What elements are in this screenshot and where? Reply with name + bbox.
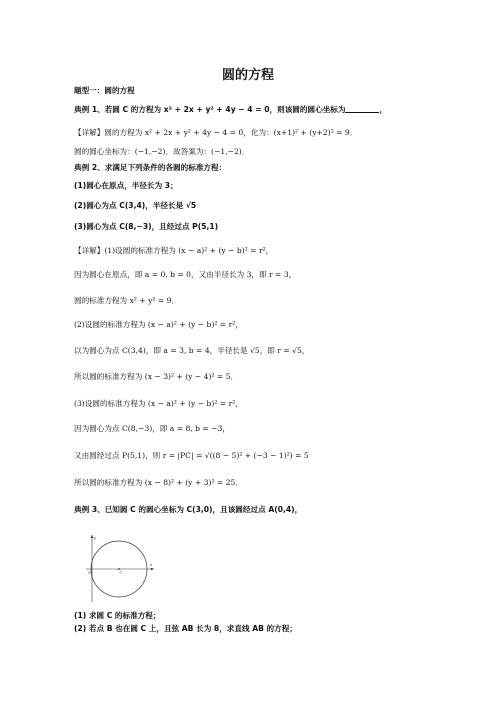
example-3-question: 典例 3、已知圆 C 的圆心坐标为 C(3,0)，且该圆经过点 A(0,4)， xyxy=(74,505,303,514)
page-title: 圆的方程 xyxy=(221,68,274,83)
solution-line: 所以圆的标准方程为 (x − 3)² + (y − 4)² = 5． xyxy=(74,372,239,381)
example-1-question xyxy=(74,104,387,115)
center-label: C xyxy=(119,570,123,575)
solution-line: 【详解】(1)设圆的标准方程为 (x − a)² + (y − b)² = r²， xyxy=(74,246,274,255)
example-1-answer: 圆的圆心坐标为：(−1,−2)．故答案为：(−1,−2)． xyxy=(74,147,250,156)
solution-line: 又由圆经过点 P(5,1)，则 r = |PC| = √((8 − 5)² + (−3 − 1)²) = 5 xyxy=(74,451,309,460)
x-axis-arrow xyxy=(151,568,154,571)
solution-line: 所以圆的标准方程为 (x − 8)² + (y + 3)² = 25． xyxy=(74,478,243,487)
solution-line: 圆的标准方程为 x² + y² = 9． xyxy=(74,296,180,305)
solution-line: (3)设圆的标准方程为 (x − a)² + (y − b)² = r²， xyxy=(74,399,243,408)
solution-line: 因为圆心在原点，即 a = 0, b = 0，又由半径长为 3，即 r = 3， xyxy=(74,270,297,279)
example-1-punct: ， xyxy=(379,105,388,114)
circle-diagram xyxy=(84,532,156,604)
example-1-text: 典例 1、若圆 C 的方程为 x² + 2x + y² + 4y − 4 = 0，则该圆的圆心坐标为 xyxy=(74,105,346,114)
example-1-solution: 【详解】圆的方程为 x² + 2x + y² + 4y − 4 = 0，化为：(x+1)² + (y+2)² = 9． xyxy=(74,128,358,137)
section-heading: 题型一：圆的方程 xyxy=(74,86,135,95)
example-3-part-2: (2) 若点 B 也在圆 C 上，且弦 AB 长为 8，求直线 AB 的方程； xyxy=(74,624,297,633)
origin-label: O xyxy=(88,571,91,575)
x-axis-label: x xyxy=(150,562,153,567)
solution-line: 以为圆心为点 C(3,4)，即 a = 3, b = 4，半径长是 √5，即 r = √5， xyxy=(74,346,310,355)
example-2-part-3: (3)圆心为点 C(8,−3)，且经过点 P(5,1) xyxy=(74,222,219,231)
example-2-question: 典例 2、求满足下列条件的各圆的标准方程： xyxy=(74,163,227,172)
answer-blank xyxy=(345,104,379,113)
solution-line: (2)设圆的标准方程为 (x − a)² + (y − b)² = r²， xyxy=(74,320,243,329)
example-2-part-2: (2)圆心为点 C(3,4)，半径长是 √5 xyxy=(74,201,197,210)
circle-figure xyxy=(84,532,156,604)
solution-line: 因为圆心为点 C(8,−3)，即 a = 8, b = −3， xyxy=(74,424,230,433)
example-3-part-1: (1) 求圆 C 的标准方程； xyxy=(74,611,161,620)
example-2-part-1: (1)圆心在原点，半径长为 3； xyxy=(74,181,178,190)
y-axis-label: y xyxy=(93,535,96,540)
